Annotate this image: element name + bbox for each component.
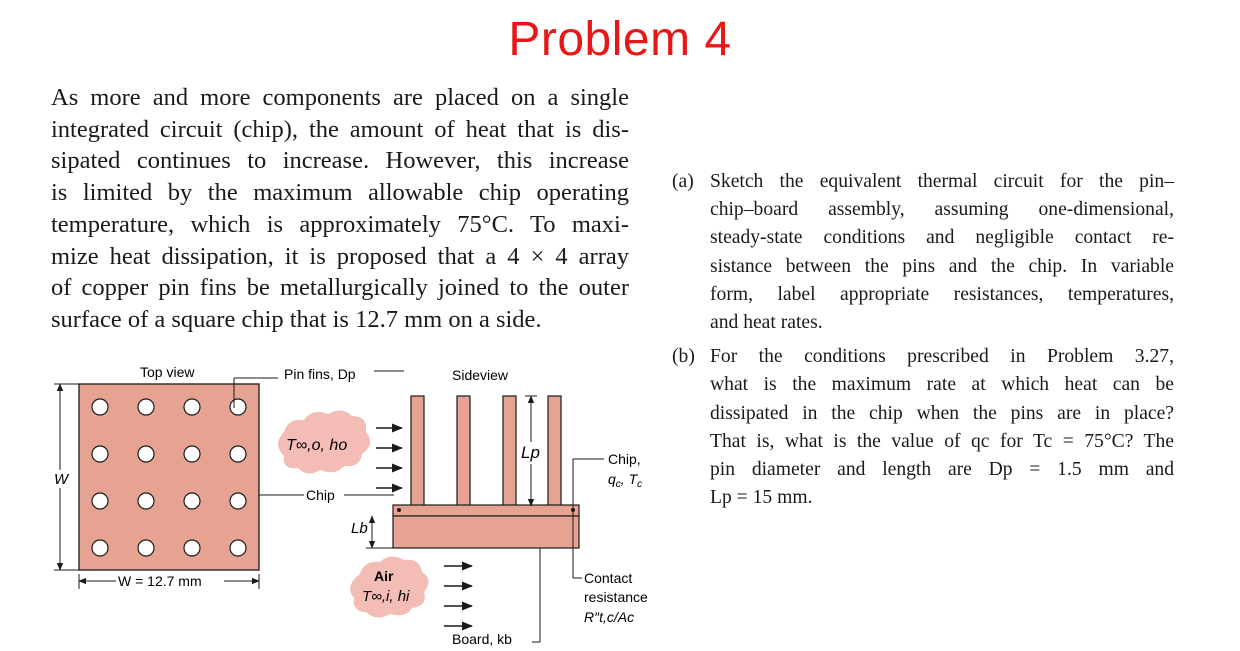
pin-fin (503, 396, 516, 506)
part-a-line: chip–board assembly, assuming one-dimensional, (710, 199, 1174, 221)
pin-fin-top (138, 399, 154, 415)
contact-resistance-label: R″t,c/Ac (584, 609, 635, 625)
side-view-label: Sideview (452, 367, 509, 383)
page-title: Problem 4 (508, 13, 732, 66)
pin-fin (457, 396, 470, 506)
inner-fluid-label: T∞,i, hi (362, 588, 410, 605)
pin-fin (411, 396, 424, 506)
question-parts (672, 168, 1174, 518)
problem-line: mize heat dissipation, it is proposed that a 4 × 4 array (51, 242, 629, 270)
part-a-label: (a) (672, 171, 694, 192)
width-value: W = 12.7 mm (118, 573, 202, 589)
chip-side (393, 505, 579, 516)
problem-line: integrated circuit (chip), the amount of heat that is dis- (51, 115, 629, 143)
board-label: Board, kb (452, 631, 512, 647)
pin-fin-top (138, 446, 154, 462)
top-view-label: Top view (140, 364, 195, 380)
part-b-line: For the conditions prescribed in Problem 3.27, (710, 346, 1174, 368)
pin-fin-top (230, 493, 246, 509)
pin-fin-top (138, 540, 154, 556)
problem-line: temperature, which is approximately 75°C. To maxi- (51, 210, 629, 238)
part-a-line: steady-state conditions and negligible contact re- (710, 227, 1174, 249)
leader-dot (397, 508, 401, 512)
part-a-line: Sketch the equivalent thermal circuit for the pin– (710, 171, 1174, 192)
air-label: Air (374, 568, 394, 584)
pin-fins-label: Pin fins, Dp (284, 366, 356, 382)
pin-fin-top (184, 399, 200, 415)
pin-fin-top (138, 493, 154, 509)
part-b (672, 343, 1174, 512)
board-thickness-label: Lb (351, 520, 368, 537)
pin-fin-top (230, 446, 246, 462)
inner-fluid-cloud (350, 556, 428, 617)
problem-line: is limited by the maximum allowable chip operating (51, 179, 629, 207)
part-a-line: and heat rates. (710, 312, 823, 334)
chip-label: Chip (306, 487, 335, 503)
board-side (393, 516, 579, 548)
part-b-label: (b) (672, 346, 695, 368)
part-b-line: dissipated in the chip when the pins are in place? (710, 402, 1174, 424)
part-b-line: pin diameter and length are Dp = 1.5 mm and (710, 459, 1174, 481)
part-a-line: sistance between the pins and the chip. In variable (710, 255, 1174, 277)
problem-statement (51, 82, 629, 336)
problem-line: of copper pin fins be metallurgically joined to the outer (51, 274, 629, 302)
resistance-label: resistance (584, 589, 648, 605)
part-b-line: what is the maximum rate at which heat can be (710, 374, 1174, 396)
pin-fin-top (230, 540, 246, 556)
problem-line: As more and more components are placed on a single (51, 84, 629, 111)
pin-fin-top (184, 493, 200, 509)
chip-heat-source: Chip, qc, Tc (40, 352, 46, 353)
pin-fin-top (230, 399, 246, 415)
part-a-line: form, label appropriate resistances, temperatures, (710, 283, 1174, 305)
pin-fin-figure (40, 352, 670, 648)
pin-fin-top (184, 540, 200, 556)
contact-label: Contact (584, 570, 633, 586)
part-a (672, 168, 1174, 337)
problem-line: sipated continues to increase. However, this increase (51, 147, 629, 175)
pin-fin-top (92, 540, 108, 556)
pin-length-label: Lp (521, 443, 540, 462)
pin-fin-top (92, 493, 108, 509)
part-b-line: That is, what is the value of qc for Tc = 75°C? The (710, 430, 1174, 452)
outer-fluid-label: T∞,o, ho (286, 437, 348, 454)
chip-heat-label-1: Chip, (608, 451, 641, 467)
part-b-line: Lp = 15 mm. (710, 487, 813, 509)
pin-fin-top (92, 446, 108, 462)
chip-heat-label-2: $q_c$, $T_c$ (608, 471, 643, 490)
pin-fin-top (92, 399, 108, 415)
problem-line: surface of a square chip that is 12.7 mm on a side. (51, 305, 542, 333)
pin-fin-top (184, 446, 200, 462)
width-label: W (54, 471, 69, 488)
pin-fin (548, 396, 561, 506)
